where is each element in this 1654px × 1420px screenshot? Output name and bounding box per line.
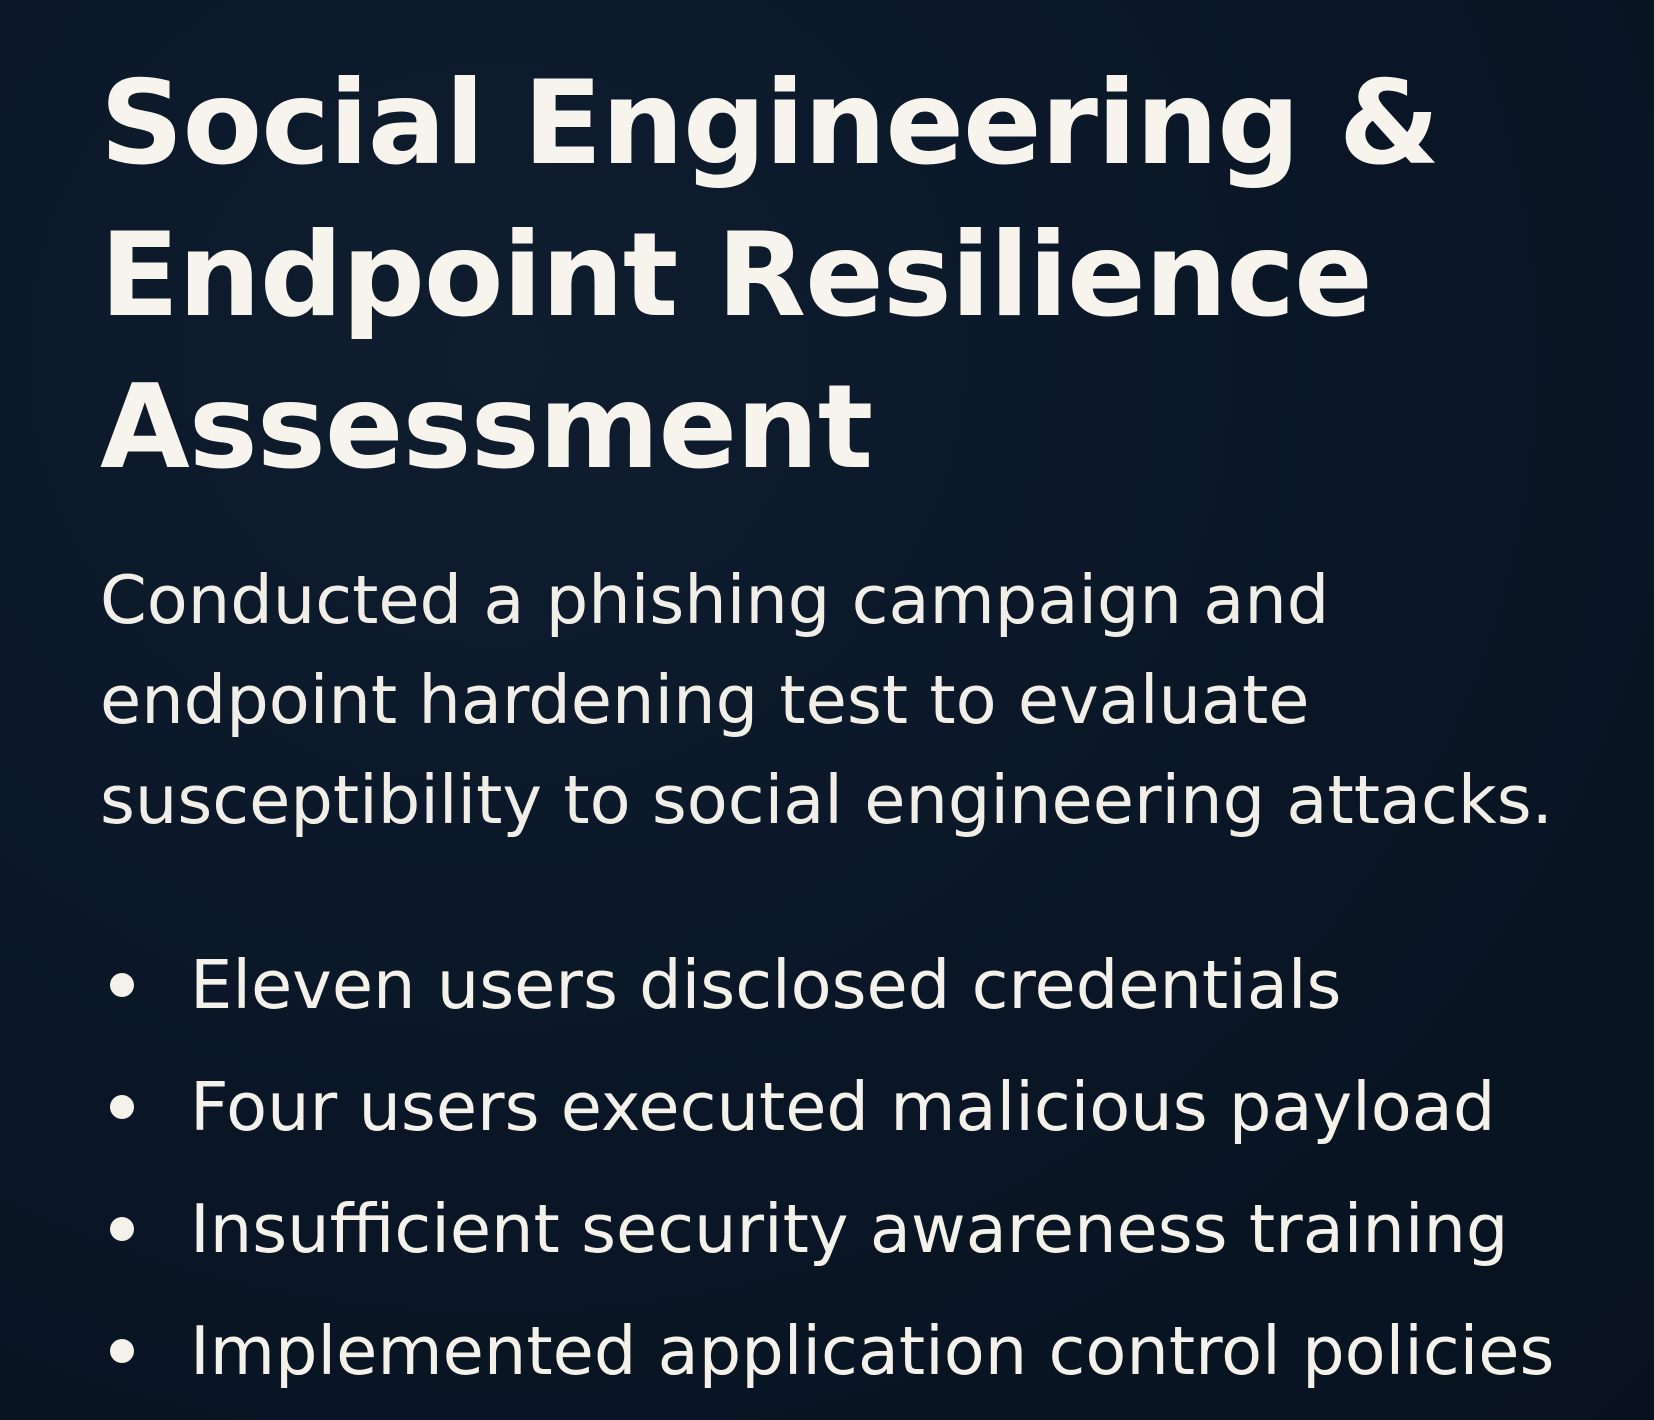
slide-title: [100, 48, 1580, 504]
summary-line-3: susceptibility to social engineering attacks.: [100, 761, 1553, 839]
finding-item: [100, 1290, 1640, 1412]
findings-list: [100, 924, 1640, 1412]
summary-line-2: endpoint hardening test to evaluate: [100, 661, 1310, 739]
title-line-1: Social Engineering &: [100, 56, 1439, 191]
finding-text: Eleven users disclosed credentials: [190, 946, 1342, 1024]
finding-item: [100, 1168, 1640, 1290]
assessment-summary: [100, 550, 1600, 850]
finding-item: [100, 1046, 1640, 1168]
finding-item: [100, 924, 1640, 1046]
title-line-2: Endpoint Resilience: [100, 208, 1372, 343]
bullet-dot-icon: [110, 1217, 134, 1241]
finding-text: Four users executed malicious payload: [190, 1068, 1496, 1146]
summary-line-1: Conducted a phishing campaign and: [100, 561, 1330, 639]
finding-text: Implemented application control policies: [190, 1312, 1555, 1390]
bullet-dot-icon: [110, 1095, 134, 1119]
bullet-dot-icon: [110, 973, 134, 997]
finding-text: Insufficient security awareness training: [190, 1190, 1509, 1268]
bullet-dot-icon: [110, 1339, 134, 1363]
title-line-3: Assessment: [100, 360, 873, 495]
